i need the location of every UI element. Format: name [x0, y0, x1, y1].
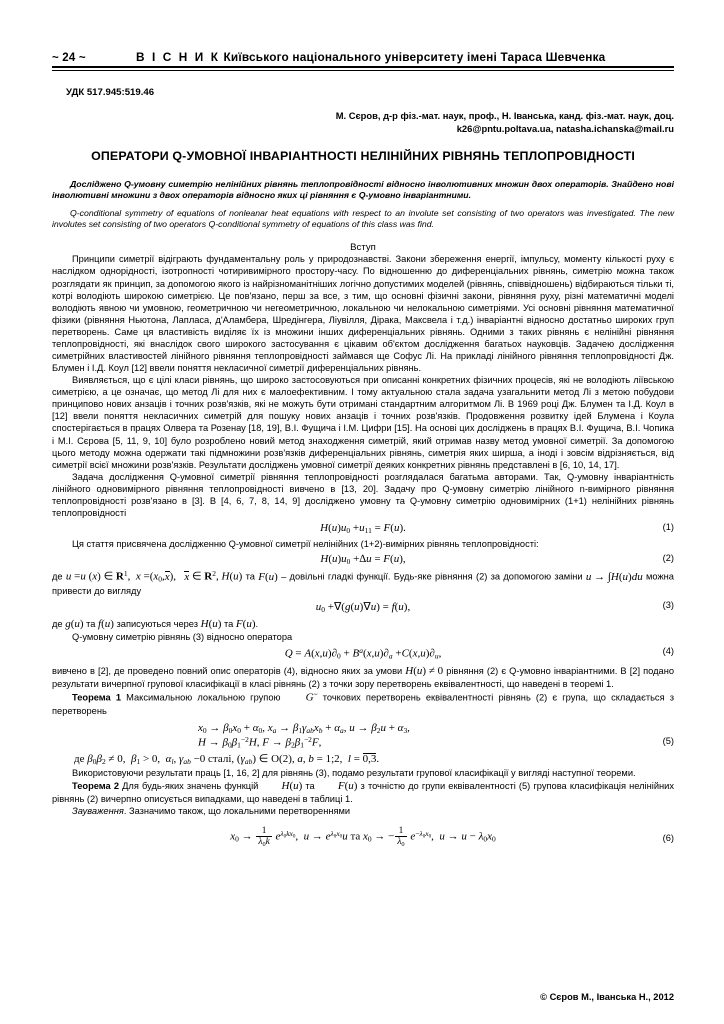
journal-title: Київського національного університету імені Тараса Шевченка [223, 50, 606, 64]
theorem-1 [52, 690, 674, 717]
remark-text: . Зазначимо також, що локальними перетвореннями [123, 806, 351, 817]
author-emails: k26@pntu.poltava.ua, natasha.ichanska@mail.ru [456, 122, 674, 134]
equation-5 [52, 722, 674, 750]
equation-6-number: (6) [662, 832, 674, 843]
p5-math-2: F(u) [258, 570, 278, 583]
p6-math-3: H(u) [200, 617, 222, 630]
equation-4-number: (4) [662, 646, 674, 657]
equation-4 [52, 646, 674, 660]
theorem-2-text-c: з точністю до групи еквівалентності (5) групова класифікація нелінійних рівнянь (2) вичерпно описується випадками, що наведені в таблиці 1. [52, 781, 674, 805]
p5-mid-1: та [242, 571, 259, 582]
equation-5-line-1: $x_0 \to \beta_0x_0 + \alpha_0$, $x_a \to \beta_1\gamma_{ab}x_b + \alpha_a$, $u \to \beta_2u + \alpha_3$, [198, 721, 410, 735]
p5-math-1: u =u (x) ∈ $R^1$, $x =(x_0,x)$, x ∈ $R^2$, H(u) [65, 569, 243, 584]
theorem-1-text-b: точкових перетворень еквівалентності рівнянь (2) є група, що складається з перетворень [52, 692, 674, 716]
equation-5-number: (5) [662, 735, 674, 746]
author-block [52, 110, 674, 135]
equation-3-body: $u_0 +\nabla(g(u)\nabla u) = f(u)$, [315, 600, 411, 614]
p6-tail: . [255, 618, 259, 629]
remark-label: Зауваження [72, 806, 124, 817]
theorem-2-label: Теорема 2 [72, 781, 120, 792]
paragraph-6 [52, 617, 674, 631]
p5-tail: можна привести до вигляду [52, 571, 674, 596]
equation-1-body: $H(u)u_0 +u_{11} = F(u)$. [320, 522, 406, 536]
page-title: ОПЕРАТОРИ Q-УМОВНОЇ ІНВАРІАНТНОСТІ НЕЛІНІЙНИХ РІВНЯНЬ ТЕПЛОПРОВІДНОСТІ [91, 149, 635, 164]
theorem-1-text-a: Максимальною локальною групою [121, 692, 286, 703]
p6-mid-3: та [221, 618, 236, 629]
paragraph-8 [52, 664, 674, 690]
p5-mid-2: – довільні гладкі функції. Будь-яке рівняння (2) за допомогою заміни [277, 571, 586, 582]
equation-1-number: (1) [662, 522, 674, 533]
remark [52, 805, 674, 817]
paragraph-3: Задача дослідження Q-умовної симетрії рівняння теплопровідності розглядалася багатьма авторами. Так, Q-умовну інваріантність лінійного одновимірного рівняння теплопровідності вивчено в [13, 20]. Задачу про Q-умовну симетрію лінійного n-вимірного рівняння теплопровідності розв'язано в [3]. В [4, 6, 7, 8, 14, 9] досліджено умовну та Q-умовну симетрію одновимірних (1+1) нелінійних рівнянь теплопровідності [52, 471, 674, 519]
p8-math-1: H(u) ≠ 0 [405, 664, 444, 677]
theorem-2-math-1: H(u) [281, 780, 303, 793]
p8-lead: вивчено в [2], де проведено повний опис операторів (4), відносно яких за умови [52, 665, 406, 676]
theorem-2-text-b: та [302, 781, 318, 792]
journal-prefix: В І С Н И К [136, 50, 221, 64]
p5-lead: де [52, 571, 66, 582]
equation-3-number: (3) [662, 599, 674, 610]
equation-6-body: $x_0$ → $\frac{1}{\lambda_0k}$ $e^{\lambda_0kx_0}$, $u \to e^{\lambda_0x_0}u$ та $x_0$ → − $\frac{1}{\lambda_0}$ $e^{-\lambda_0x_0}$, $u \to u - \lambda_0x_0$ [230, 825, 496, 848]
udk-code: УДК 517.945:519.46 [66, 87, 155, 98]
p6-math-2: f(u) [98, 617, 114, 630]
equation-5-conditions [52, 752, 674, 767]
equation-4-body: $Q = A(x,u)\partial_0 + B^a(x,u)\partial_a +C(x,u)\partial_u$, [284, 646, 442, 661]
paragraph-9: Використовуючи результати праць [1, 16, 2] для рівнянь (3), подамо результати групової класифікації у вигляді наступної теореми. [72, 768, 636, 778]
abstract-english: Q-conditional symmetry of equations of nonleanar heat equations with respect to an involute set consisting of two operators was investigated. The new involutes set consisting of two operators Q-conditional symmetry of equations of this class was find. [52, 208, 674, 230]
equation-3 [52, 600, 674, 614]
p5-math-3: u → ∫H(u)du [585, 570, 643, 583]
paragraph-1: Принципи симетрії відіграють фундаментальну роль у природознавстві. Закони збереження енергії, імпульсу, моменту кількості руху є наслідком однорідності, ізотропності чотиривимірного простору-часу. По відношенню до диференціальних рівнянь, симетрію можна також розглядати як принцип, за допомогою якого із найрізноманітніших логічно допустимих моделей (рівнянь, співвідношень) відбираються тільки ті, котрі володіють широкою симетрією. Це пов'язано, перш за все, з тим, що основні фізичні закони, рівняння руху, різні математичні моделі володіють явною чи умовною, геометричною чи негеометричною, локальною чи нелокальною симетріями. Усі основні рівняння математичної фізики (рівняння Ньютона, Лапласа, д'Аламбера, Шредінгера, Ліувілля, Дірака, Максвела і т.д.) інваріантні відносно достатньо широких груп перетворень. Саме ця властивість виділяє їх із множини інших диференціальних рівнянь. Одними з таких рівнянь є нелінійні рівняння теплопровідності, які внаслідок свого широкого застосування є цікавим об'єктом дослідження багатьох науковців. Задачею дослідження симетрійних властивостей лінійного рівняння теплопровідності займався ще Софус Лі. На прикладі лінійного рівняння теплопровідності Дж. Блумен і І.Д. Коул [12] ввели поняття некласичної симетрії диференціальних рівнянь. [52, 254, 674, 374]
journal-running-title [136, 50, 674, 64]
paragraph-2: Виявляється, що є цілі класи рівнянь, що широко застосовуються при описанні конкретних фізичних процесів, які не володіють ліївською симетрією, а це означає, що метод Лі для них є малоефективним. І тому актуальною стала задача узагальнити метод Лі з метою побудови принципово нових анзаців і точних розв'язків, які не можуть бути отримані стандартним алгоритмом Лі. В 1969 році Дж. Блумен та І.Д. Коул в [12] ввели поняття некласичних симетрій для пошуку нових анзаців і точних розв'язків. Продовження розвитку ідей Блумена і Коула спостерігається в працях Олвера та Розенау [18, 19], В.І. Фущича і І.М. Цифри [15]. На основі цих досліджень в працях В.І. Фущича, В.І. Чопика і М.І. Сєрова [5, 11, 9, 10] було розроблено новий метод знаходження симетрій, який отримав назву метод умовної симетрії. За допомогою цього методу можна одержати такі підмножини розв'язків диференціальних рівнянь, симетрія яких ширша, а іноді і зовсім відрізняється, від симетрії всієї множини розв'язків. Результати досліджень умовної симетрії деяких конкретних рівнянь представлені в [6, 10, 14, 17]. [52, 375, 674, 470]
paragraph-4: Ця стаття присвячена дослідженню Q-умовної симетрії нелінійних (1+2)-вимірних рівнянь теплопровідності: [72, 539, 539, 550]
page-content [52, 50, 674, 851]
equation-1 [52, 522, 674, 535]
abstract-ukrainian: Досліджено Q-умовну симетрію нелінійних рівнянь теплопровідності відносно інволютивних множин двох операторів. Знайдено нові інволютивні множини з двох операторів відносно яких ці рівняння є Q-умовно інваріантними. [52, 178, 674, 200]
author-names: М. Сєров, д-р фіз.-мат. наук, проф., Н. Іванська, канд. фіз.-мат. наук, доц. [335, 110, 674, 121]
page-number: ~ 24 ~ [52, 52, 86, 64]
equation-2-number: (2) [662, 553, 674, 564]
theorem-2 [52, 779, 674, 805]
equation-2-body: $H(u)u_0 +\Delta u = F(u)$, [320, 553, 406, 567]
equation-5-conditions-math: де $\beta_0\beta_2 \ne 0$, $\beta_1 > 0$, $\alpha_l$, $\gamma_{ab} -0$ сталі, $(\gamma_{ab})$ ∈ O(2), a, b = 1;2, l = 0,3. [74, 753, 380, 767]
p6-mid-2: записуються через [113, 618, 201, 629]
header-rule [52, 66, 674, 71]
equation-6 [52, 826, 674, 848]
equation-2 [52, 553, 674, 566]
p6-math-4: F(u) [235, 617, 256, 630]
theorem-2-math-2: F(u) [337, 780, 358, 793]
section-heading-intro: Вступ [350, 242, 376, 254]
p6-mid-1: та [83, 618, 99, 629]
paragraph-7: Q-умовну симетрію рівнянь (3) відносно оператора [72, 632, 293, 642]
p8-tail: рівняння (2) є Q-умовно інваріантними. В [2] подано результати вичерпної групової класифікації в класі рівнянь (2) з точки зору перетворень еквівалентності, що наведені в теоремі 1. [52, 665, 674, 689]
theorem-1-label: Теорема 1 [72, 692, 122, 703]
theorem-1-math: G~ [305, 689, 318, 704]
copyright-footer: © Сєров М., Іванська Н., 2012 [540, 992, 674, 1002]
paragraph-5 [52, 569, 674, 596]
equation-5-line-2: $H \to \beta_0\beta_1^{-2}H$, $F \to \beta_2\beta_1^{-2}F$, [198, 734, 322, 750]
p6-math-1: g(u) [65, 617, 84, 630]
running-head [52, 50, 674, 64]
theorem-2-text-a: Для будь-яких значень функцій [119, 781, 262, 792]
p6-lead: де [52, 618, 66, 629]
